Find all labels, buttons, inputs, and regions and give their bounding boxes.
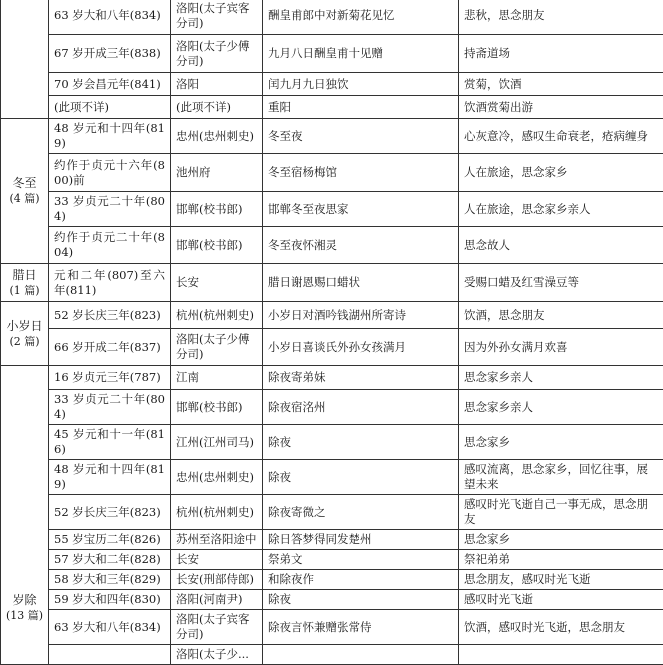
theme-cell: 赏菊，饮酒	[459, 73, 663, 96]
theme-cell: 祭祀弟弟	[459, 550, 663, 570]
category-count: (4 篇)	[3, 191, 46, 207]
place-cell: 池州府	[171, 154, 263, 192]
age-cell: 59 岁大和四年(830)	[49, 590, 171, 610]
title-cell: 邯郸冬至夜思家	[263, 192, 459, 227]
age-cell: (此项不详)	[49, 96, 171, 119]
title-cell: 冬至宿杨梅馆	[263, 154, 459, 192]
title-cell: 小岁日对酒吟钱湖州所寄诗	[263, 302, 459, 329]
category-cell	[1, 302, 49, 366]
place-cell: 长安	[171, 550, 263, 570]
age-cell: 约作于贞元十六年(800)前	[49, 154, 171, 192]
place-cell: 江州(江州司马)	[171, 425, 263, 460]
title-cell: 除夜言怀兼赠张常侍	[263, 610, 459, 645]
place-cell: 杭州(杭州刺史)	[171, 302, 263, 329]
place-cell: 忠州(忠州刺史)	[171, 119, 263, 154]
age-cell: 57 岁大和二年(828)	[49, 550, 171, 570]
place-cell: 苏州至洛阳途中	[171, 530, 263, 550]
table-row	[1, 73, 663, 96]
table-row	[1, 530, 663, 550]
theme-cell: 饮酒，感叹时光飞逝，思念朋友	[459, 610, 663, 645]
place-cell: (此项不详)	[171, 96, 263, 119]
place-cell: 长安	[171, 264, 263, 302]
table-row	[1, 302, 663, 329]
category-name: 腊日	[3, 267, 46, 283]
place-cell: 江南	[171, 366, 263, 390]
title-cell: 酬皇甫郎中对新菊花见忆	[263, 0, 459, 35]
theme-cell: 思念故人	[459, 227, 663, 264]
age-cell: 67 岁开成三年(838)	[49, 35, 171, 73]
table-row	[1, 154, 663, 192]
age-cell: 48 岁元和十四年(819)	[49, 119, 171, 154]
place-cell: 洛阳(太子宾客分司)	[171, 0, 263, 35]
place-cell: 邯郸(校书郎)	[171, 227, 263, 264]
age-cell: 58 岁大和三年(829)	[49, 570, 171, 590]
age-cell: 66 岁开成二年(837)	[49, 329, 171, 366]
title-cell: 闰九月九日独饮	[263, 73, 459, 96]
table-row	[1, 645, 663, 665]
table-row	[1, 0, 663, 35]
theme-cell	[459, 645, 663, 665]
title-cell	[263, 645, 459, 665]
age-cell: 45 岁元和十一年(816)	[49, 425, 171, 460]
category-cell	[1, 119, 49, 264]
theme-cell: 思念家乡	[459, 530, 663, 550]
title-cell: 冬至夜怀湘灵	[263, 227, 459, 264]
category-name: 冬至	[3, 175, 46, 191]
theme-cell: 人在旅途，思念家乡亲人	[459, 192, 663, 227]
title-cell: 除夜宿洺州	[263, 390, 459, 425]
table-row	[1, 329, 663, 366]
age-cell: 63 岁大和八年(834)	[49, 610, 171, 645]
age-cell: 52 岁长庆三年(823)	[49, 495, 171, 530]
category-count: (2 篇)	[3, 334, 46, 350]
theme-cell: 思念家乡亲人	[459, 366, 663, 390]
age-cell: 33 岁贞元二十年(804)	[49, 390, 171, 425]
table-body	[1, 0, 663, 665]
place-cell: 洛阳(太子少傅分司)	[171, 35, 263, 73]
title-cell: 除夜寄弟妹	[263, 366, 459, 390]
theme-cell: 感叹时光飞逝	[459, 590, 663, 610]
theme-cell: 饮酒，思念朋友	[459, 302, 663, 329]
category-count: (13 篇)	[3, 608, 46, 624]
theme-cell: 人在旅途，思念家乡	[459, 154, 663, 192]
place-cell: 洛阳	[171, 73, 263, 96]
table-row	[1, 366, 663, 390]
place-cell: 洛阳(河南尹)	[171, 590, 263, 610]
place-cell: 洛阳(太子少...	[171, 645, 263, 665]
age-cell: 元和二年(807)至六年(811)	[49, 264, 171, 302]
table-row	[1, 192, 663, 227]
table-row	[1, 390, 663, 425]
age-cell: 55 岁宝历二年(826)	[49, 530, 171, 550]
title-cell: 除夜	[263, 460, 459, 495]
table-row	[1, 610, 663, 645]
place-cell: 杭州(杭州刺史)	[171, 495, 263, 530]
theme-cell: 持斋道场	[459, 35, 663, 73]
theme-cell: 思念家乡亲人	[459, 390, 663, 425]
table-row	[1, 96, 663, 119]
age-cell: 约作于贞元二十年(804)	[49, 227, 171, 264]
theme-cell: 受赐口蜡及红雪澡豆等	[459, 264, 663, 302]
age-cell: 70 岁会昌元年(841)	[49, 73, 171, 96]
place-cell: 长安(刑部侍郎)	[171, 570, 263, 590]
table-row	[1, 570, 663, 590]
age-cell	[49, 645, 171, 665]
title-cell: 九月八日酬皇甫十见赠	[263, 35, 459, 73]
title-cell: 小岁日喜谈氏外孙女孩满月	[263, 329, 459, 366]
title-cell: 除夜	[263, 425, 459, 460]
theme-cell: 思念家乡	[459, 425, 663, 460]
age-cell: 52 岁长庆三年(823)	[49, 302, 171, 329]
category-count: (1 篇)	[3, 283, 46, 299]
category-cell	[1, 0, 49, 119]
age-cell: 63 岁大和八年(834)	[49, 0, 171, 35]
title-cell: 除日答梦得同发楚州	[263, 530, 459, 550]
age-cell: 33 岁贞元二十年(804)	[49, 192, 171, 227]
title-cell: 腊日谢恩赐口蜡状	[263, 264, 459, 302]
theme-cell: 心灰意冷，感叹生命衰老，疮病缠身	[459, 119, 663, 154]
place-cell: 邯郸(校书郎)	[171, 390, 263, 425]
table-row	[1, 227, 663, 264]
theme-cell: 悲秋，思念朋友	[459, 0, 663, 35]
title-cell: 重阳	[263, 96, 459, 119]
title-cell: 祭弟文	[263, 550, 459, 570]
table-row	[1, 550, 663, 570]
category-cell	[1, 264, 49, 302]
category-cell	[1, 366, 49, 665]
theme-cell: 思念朋友，感叹时光飞逝	[459, 570, 663, 590]
category-name: 岁除	[3, 592, 46, 608]
table-row	[1, 264, 663, 302]
table-row	[1, 590, 663, 610]
place-cell: 洛阳(太子少傅分司)	[171, 329, 263, 366]
place-cell: 邯郸(校书郎)	[171, 192, 263, 227]
age-cell: 48 岁元和十四年(819)	[49, 460, 171, 495]
theme-cell: 因为外孙女满月欢喜	[459, 329, 663, 366]
category-name: 小岁日	[3, 318, 46, 334]
title-cell: 除夜	[263, 590, 459, 610]
theme-cell: 感叹时光飞逝自己一事无成，思念朋友	[459, 495, 663, 530]
theme-cell: 感叹流离，思念家乡，回忆往事，展望未来	[459, 460, 663, 495]
place-cell: 忠州(忠州刺史)	[171, 460, 263, 495]
place-cell: 洛阳(太子宾客分司)	[171, 610, 263, 645]
table-row	[1, 495, 663, 530]
title-cell: 和除夜作	[263, 570, 459, 590]
title-cell: 除夜寄微之	[263, 495, 459, 530]
table-row	[1, 460, 663, 495]
table-row	[1, 425, 663, 460]
age-cell: 16 岁贞元三年(787)	[49, 366, 171, 390]
table-row	[1, 35, 663, 73]
title-cell: 冬至夜	[263, 119, 459, 154]
theme-cell: 饮酒赏菊出游	[459, 96, 663, 119]
table-row	[1, 119, 663, 154]
